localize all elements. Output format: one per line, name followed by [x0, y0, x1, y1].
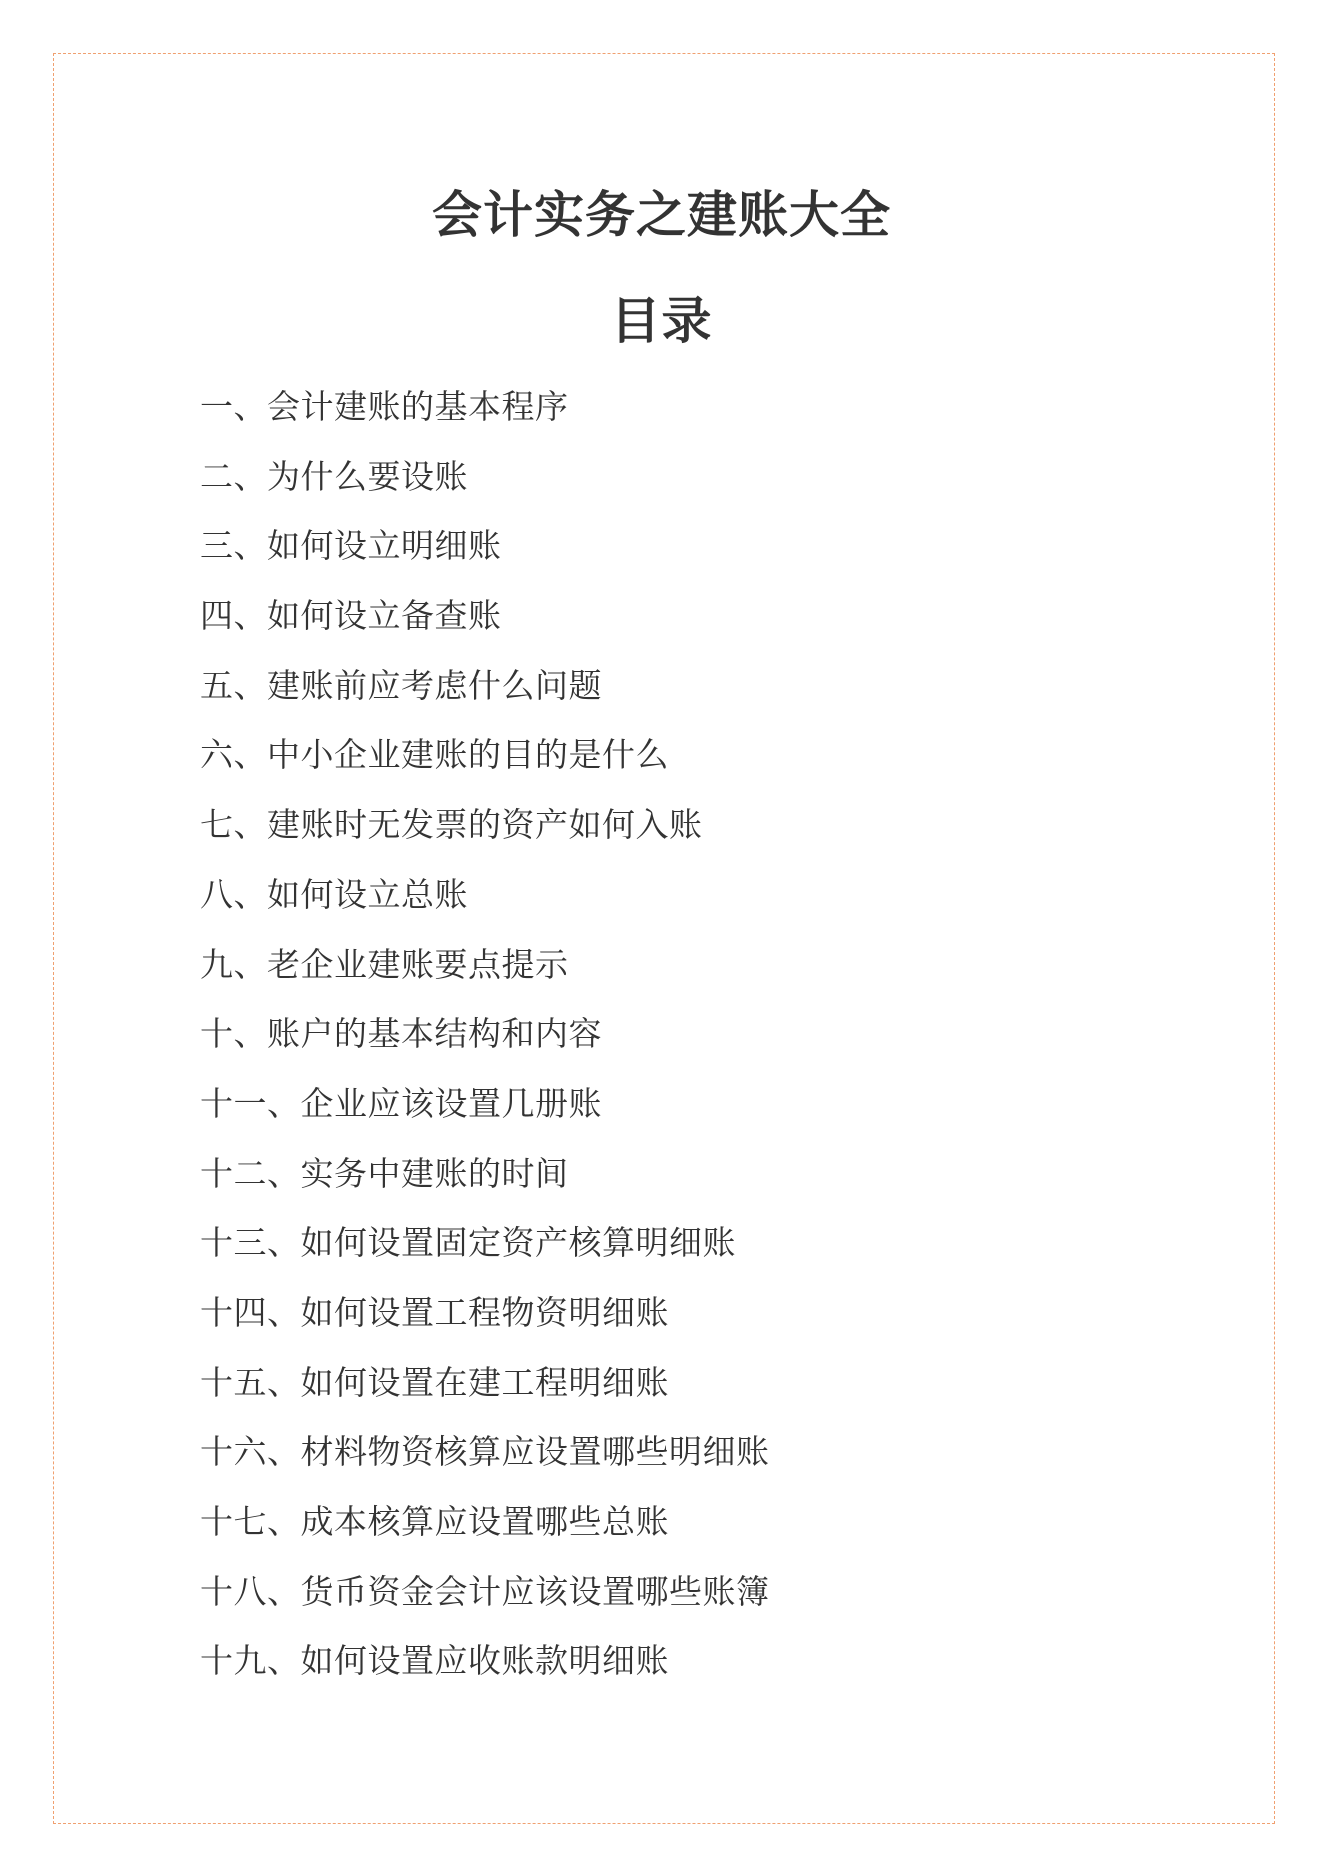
- toc-item-8: 八、如何设立总账: [200, 874, 468, 914]
- toc-item-18: 十八、货币资金会计应该设置哪些账簿: [200, 1571, 770, 1611]
- toc-item-16: 十六、材料物资核算应设置哪些明细账: [200, 1432, 770, 1472]
- toc-item-3: 三、如何设立明细账: [200, 526, 502, 566]
- toc-item-5: 五、建账前应考虑什么问题: [200, 665, 602, 705]
- toc-item-1: 一、会计建账的基本程序: [200, 387, 569, 426]
- toc-item-2: 二、为什么要设账: [200, 456, 468, 496]
- toc-item-11: 十一、企业应该设置几册账: [200, 1083, 602, 1123]
- toc-item-17: 十七、成本核算应设置哪些总账: [200, 1502, 669, 1541]
- toc-item-13: 十三、如何设置固定资产核算明细账: [200, 1223, 736, 1263]
- document-title: 会计实务之建账大全: [432, 186, 891, 244]
- toc-item-7: 七、建账时无发票的资产如何入账: [200, 805, 703, 845]
- toc-heading: 目录: [610, 292, 713, 350]
- toc-item-15: 十五、如何设置在建工程明细账: [200, 1362, 669, 1402]
- toc-item-12: 十二、实务中建账的时间: [200, 1153, 569, 1193]
- toc-item-14: 十四、如何设置工程物资明细账: [200, 1292, 669, 1332]
- toc-item-4: 四、如何设立备查账: [200, 596, 502, 636]
- toc-item-9: 九、老企业建账要点提示: [200, 944, 569, 984]
- toc-item-19: 十九、如何设置应收账款明细账: [200, 1641, 669, 1681]
- toc-item-6: 六、中小企业建账的目的是什么: [200, 735, 669, 775]
- toc-list: [200, 384, 770, 1708]
- toc-item-10: 十、账户的基本结构和内容: [200, 1014, 602, 1054]
